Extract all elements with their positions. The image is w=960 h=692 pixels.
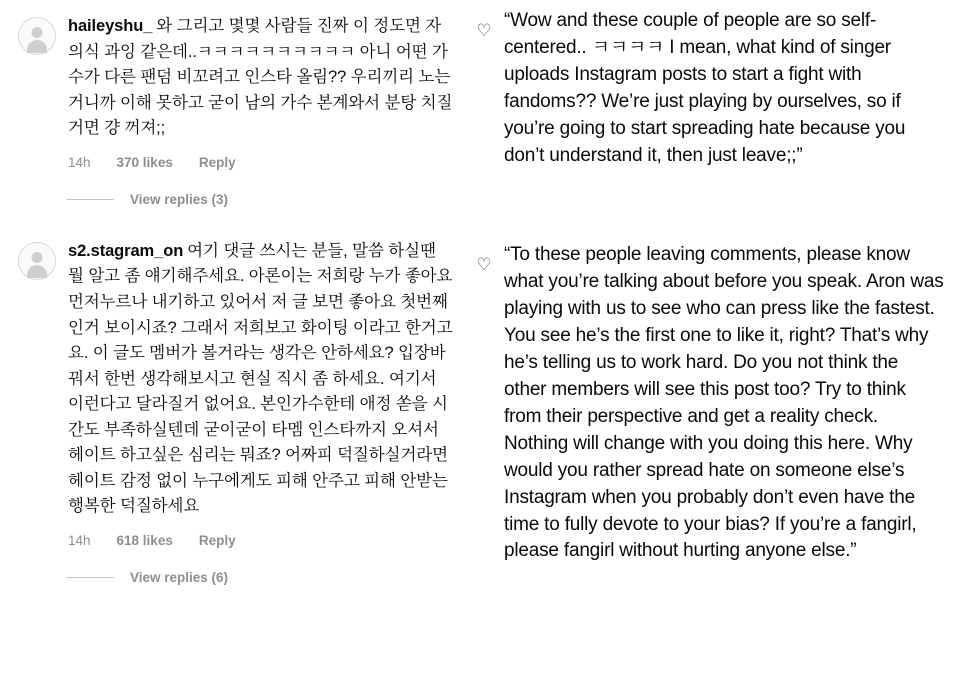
comment-username[interactable]: haileyshu_ [68, 17, 153, 35]
comment-reply-button[interactable]: Reply [198, 154, 236, 170]
comment-meta [68, 155, 456, 170]
comment-username[interactable]: s2.stagram_on [68, 241, 184, 260]
view-replies-label: View replies (6) [130, 570, 229, 585]
comments-column [0, 0, 470, 692]
translation-item [472, 242, 944, 566]
translation-text: “To these people leaving comments, please know what you’re talking about before you speak. Aron was playing with us to see who can press like the fastest. You see he’s the first one to like it, right? That’s why he’s telling us to work hard. Do you not think the other members will see this post too? Try to think from their perspective and get a reality check. Nothing will change with you doing this here. Why would you rather spread hate on someone else’s Instagram when you probably don’t even have the time to fully devote to your bias? If you’re a fangirl, please fangirl without hurting anyone else.” [504, 243, 944, 562]
comment-body [68, 239, 456, 548]
translation-text: “Wow and these couple of people are so self-centered.. ㅋㅋㅋㅋ I mean, what kind of singer uploads Instagram posts to start a fight with fandoms?? We’re just playing by ourselves, so if you’re going to start spreading hate because you don’t understand it, then just leave;;” [504, 10, 906, 166]
view-replies-button[interactable] [66, 192, 470, 207]
view-replies-label: View replies (3) [130, 191, 229, 207]
avatar[interactable] [18, 242, 56, 280]
comment-likes[interactable]: 370 likes [116, 154, 173, 170]
translation-column [470, 0, 960, 692]
comment-content: 여기 댓글 쓰시는 분들, 말씀 하실땐 뭘 알고 좀 얘기해주세요. 아론이는 저희랑 누가 좋아요 먼저누르나 내기하고 있어서 저 글 보면 좋아요 첫번째인거 보이시죠? 그래서 저희보고 화이팅 이라고 한거고요. 이 글도 멤버가 볼거라는 생각은 안하세요? 입장바꿔서 한번 생각해보시고 현실 직시 좀 하세요. 여기서 이런다고 달라질거 없어요. 본인가수한테 애정 쏟을 시간도 부족하실텐데 굳이굳이 타멤 인스타까지 오셔서 헤이트 하고싶은 심리는 뭐죠? 어짜피 덕질하실거라면 헤이트 감정 없이 누구에게도 피해 안주고 피해 안받는 행복한 덕질하세요 [68, 241, 453, 516]
comment-text [68, 14, 456, 142]
heart-icon[interactable]: ♡ [476, 254, 492, 274]
comment-reply-button[interactable]: Reply [198, 533, 236, 548]
comment-item [0, 233, 470, 548]
view-replies-button[interactable] [66, 570, 470, 585]
comment-body [68, 14, 456, 170]
heart-icon[interactable]: ♡ [476, 21, 492, 40]
comment-likes[interactable]: 618 likes [116, 533, 173, 548]
comment-item [0, 8, 470, 170]
avatar[interactable] [18, 17, 56, 55]
comment-timestamp: 14h [68, 154, 91, 170]
translation-item [472, 8, 944, 170]
comment-spacer [0, 219, 470, 233]
comment-text [68, 239, 456, 520]
view-replies-line [66, 199, 114, 200]
view-replies-line [66, 577, 114, 578]
comment-content: 와 그리고 몇몇 사람들 진짜 이 정도면 자의식 과잉 같은데..ㅋㅋㅋㅋㅋㅋㅋㅋㅋㅋ 아니 어떤 가수가 다른 팬덤 비꼬려고 인스타 올림?? 우리끼리 노는거니까 이해 못하고 굳이 남의 가수 본계와서 분탕 치질거면 걍 꺼져;; [68, 17, 453, 138]
comment-timestamp: 14h [68, 533, 91, 548]
comment-meta [68, 533, 456, 548]
